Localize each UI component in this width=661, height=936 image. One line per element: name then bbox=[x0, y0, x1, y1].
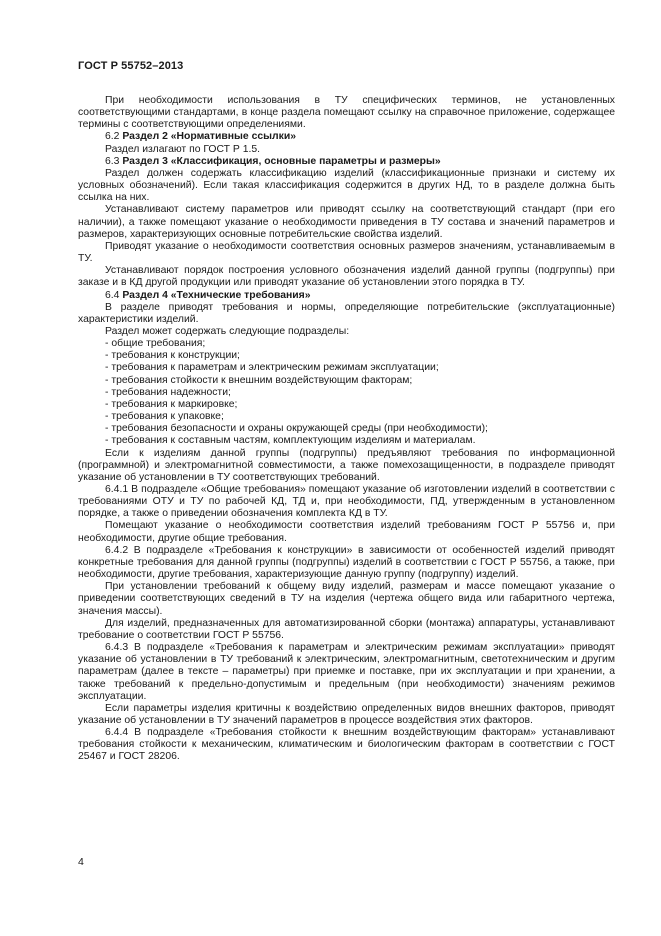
list-item-text: требования к маркировке; bbox=[111, 398, 238, 410]
list-item-text: требования к конструкции; bbox=[111, 350, 240, 362]
list-dash: - bbox=[105, 338, 112, 350]
paragraph: Раздел излагают по ГОСТ Р 1.5. bbox=[105, 143, 261, 155]
subclause-6-4-3: 6.4.3 В подразделе «Требования к параметрам и электрическим режимам эксплуатации» приводят указание об установлении в ТУ требований к электрическим, электромагнитным, светотехническим и другим параметрам (далее в тексте – параметры) при приемке и поставке, при их эксплуатации и при хранении, а также требований к предельно-допустимым и предельным (при необходимости) значениям режимов эксплуатации. bbox=[78, 642, 615, 702]
list-dash: - bbox=[105, 398, 112, 410]
list-item bbox=[78, 350, 615, 362]
subclause-6-4-1: 6.4.1 В подразделе «Общие требования» помещают указание об изготовлении изделий в соответствии с требованиями ОТУ и ТУ по рабочей КД, ТД и, при необходимости, ПД, утвержденным в установленном порядке, а также о приведении обозначения комплекта КД в ТУ. bbox=[78, 484, 615, 520]
paragraph: Для изделий, предназначенных для автоматизированной сборки (монтажа) аппаратуры, устанавливают требование о соответствии ГОСТ Р 55756. bbox=[78, 617, 615, 641]
list-item bbox=[78, 387, 615, 399]
paragraph: Раздел должен содержать классификацию изделий (классификационные признаки и систему их условных обозначений). Если такая классификация содержится в других НД, то в разделе должна быть ссылка на них. bbox=[78, 167, 615, 204]
intro-paragraph: При необходимости использования в ТУ специфических терминов, не установленных соответствующими стандартами, в конце раздела помещают ссылку на справочное приложение, содержащее термины с соответствующими определениями. bbox=[78, 95, 615, 131]
list-item bbox=[78, 375, 615, 387]
list-item bbox=[78, 399, 615, 411]
subclause-6-4-4: 6.4.4 В подразделе «Требования стойкости к внешним воздействующим факторам» устанавливают требования стойкости к механическим, климатическим и биологическим факторам в соответствии с ГОСТ 25467 и ГОСТ 28206. bbox=[78, 727, 615, 763]
document-header: ГОСТ Р 55752–2013 bbox=[78, 60, 184, 72]
list-item bbox=[78, 423, 615, 435]
list-item bbox=[78, 362, 615, 374]
section-number: 6.3 bbox=[105, 155, 120, 167]
list-item-text: общие требования; bbox=[111, 338, 206, 350]
paragraph: Если к изделиям данной группы (подгруппы) предъявляют требования по информационной (программной) и электромагнитной совместимости, а также помехозащищенности, в подразделе приводят указание об установлении в ТУ соответствующих требований. bbox=[78, 447, 615, 483]
list-item bbox=[78, 435, 615, 447]
paragraph: Устанавливают систему параметров или приводят ссылку на соответствующий стандарт (при его наличии), а также помещают указание о необходимости приведения в ТУ состава и значений параметров и размеров, характеризующих основные потребительские свойства изделий. bbox=[78, 204, 615, 240]
list-item-text: требования к параметрам и электрическим режимам эксплуатации; bbox=[111, 362, 439, 374]
section-heading-6-2 bbox=[78, 131, 615, 143]
document-body bbox=[78, 95, 615, 764]
paragraph: Если параметры изделия критичны к воздействию определенных видов внешних факторов, приводят указание об установлении в ТУ значений параметров в процессе воздействия этих факторов. bbox=[78, 702, 615, 726]
list-dash: - bbox=[105, 423, 112, 435]
section-number: 6.2 bbox=[105, 131, 120, 143]
section-title: Раздел 3 «Классификация, основные параметры и размеры» bbox=[122, 155, 441, 167]
list-item-text: требования к составным частям, комплектующим изделиям и материалам. bbox=[111, 435, 476, 447]
list-dash: - bbox=[105, 386, 112, 398]
paragraph: При установлении требований к общему виду изделий, размерам и массе помещают указание о приведении соответствующих сведений в ТУ на изделия (чертежа общего вида или габаритного чертежа, значения массы). bbox=[78, 581, 615, 617]
page-number: 4 bbox=[78, 856, 84, 868]
paragraph: В разделе приводят требования и нормы, определяющие потребительские (эксплуатационные) характеристики изделий. bbox=[78, 301, 615, 325]
list-dash: - bbox=[105, 350, 112, 362]
subclause-6-4-2: 6.4.2 В подразделе «Требования к конструкции» в зависимости от особенностей изделий приводят конкретные требования для данной группы (подгруппы) изделий в соответствии с ГОСТ Р 55756, а также, при необходимости, другие требования, характеризующие данную группу (подгруппу) изделий. bbox=[78, 544, 615, 581]
paragraph: Устанавливают порядок построения условного обозначения изделий данной группы (подгруппы) при заказе и в КД другой продукции или приводят указание об установлении этого порядка в ТУ. bbox=[78, 265, 615, 289]
list-item-text: требования надежности; bbox=[111, 386, 231, 398]
list-item bbox=[78, 411, 615, 423]
paragraph: Помещают указание о необходимости соответствия изделий требованиям ГОСТ Р 55756 и, при необходимости, другие общие требования. bbox=[78, 520, 615, 544]
list-dash: - bbox=[105, 362, 112, 374]
list-item-text: требования к упаковке; bbox=[111, 411, 224, 423]
list-dash: - bbox=[105, 435, 112, 447]
paragraph: Приводят указание о необходимости соответствия основных размеров значениям, устанавливаемым в ТУ. bbox=[78, 240, 615, 265]
section-number: 6.4 bbox=[105, 289, 120, 301]
list-item-text: требования безопасности и охраны окружающей среды (при необходимости); bbox=[111, 423, 488, 435]
paragraph: Раздел может содержать следующие подразделы: bbox=[105, 325, 350, 337]
list-item bbox=[78, 338, 615, 350]
list-dash: - bbox=[105, 411, 112, 423]
section-title: Раздел 4 «Технические требования» bbox=[122, 289, 311, 301]
list-item-text: требования стойкости к внешним воздействующим факторам; bbox=[111, 374, 413, 386]
section-title: Раздел 2 «Нормативные ссылки» bbox=[122, 131, 296, 143]
list-dash: - bbox=[105, 374, 112, 386]
subsection-list bbox=[78, 338, 615, 447]
section-heading-6-3 bbox=[78, 156, 615, 168]
section-heading-6-4 bbox=[78, 290, 615, 302]
